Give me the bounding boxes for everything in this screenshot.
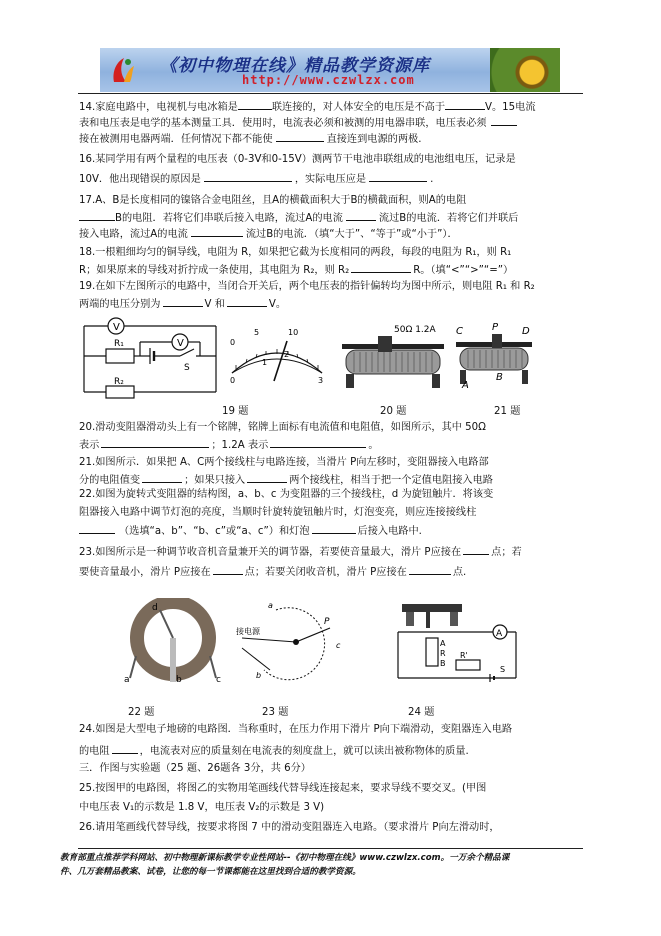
caption-19: 19 题: [222, 406, 249, 417]
terminal-d-label: D: [522, 326, 530, 337]
q23-line2: 要使音量最小，滑片 P应接在 点；若要关闭收音机，滑片 P应接在 点.: [79, 563, 584, 581]
rotary-contact-d: d: [152, 603, 158, 613]
point-a-23: a: [268, 601, 273, 610]
sunflower-image: [490, 48, 560, 92]
rheostat-rating: 50Ω 1.2A: [394, 325, 436, 335]
caption-20: 20 题: [380, 406, 407, 417]
q19-line1: 19.在如下左图所示的电路中，当闭合开关后，两个电压表的指针偏转均为图中所示，则电阻 R₁ 和 R₂: [79, 281, 535, 292]
q17-line1: 17.A、B是长度相同的镍铬合金电阻丝，且A的横截面积大于B的横截面积，则A的电阻: [79, 195, 467, 206]
q17-line3: 接入电路，流过A的电流 流过B的电流．（填“大于”、“等于”或“小于”）．: [79, 225, 584, 243]
header-banner: [100, 48, 560, 92]
rheostat-terminals-21: [452, 320, 536, 390]
q24-line1: 24.如图是大型电子地磅的电路图．当称重时，在压力作用下滑片 P向下端滑动，变阻器连入电路: [79, 724, 513, 735]
fixed-resistor-label: R': [460, 651, 468, 660]
q14-line3: 接在被测用电器两端．任何情况下都不能使 直接连到电源的两极.: [79, 130, 584, 148]
q19-line2: 两端的电压分别为 V 和 V。: [79, 295, 584, 313]
footer-line1: 教育部重点推荐学科网站、初中物理新课标教学专业性网站--《初中物理在线》www.czwlzx.com。一万余个精品课: [60, 853, 510, 863]
rheostat-nameplate-20: [338, 320, 448, 390]
weighbridge-circuit-24: [376, 598, 526, 684]
terminal-a-label: A: [462, 380, 469, 390]
q14-line1: 14.家庭电路中，电视机与电冰箱是 联连接的，对人体安全的电压是不高于 V。15电流: [79, 98, 584, 116]
point-b-23: b: [256, 671, 262, 680]
r2-label: R₂: [114, 377, 124, 387]
q18-line2: R；如果原来的导线对折拧成一条使用，其电阻为 R₂，则 R₂ R。（填“<”“>”“=”）: [79, 261, 584, 279]
q16-line2: 10V．他出现错误的原因是 ，实际电压应是 .: [79, 170, 584, 188]
rotary-terminal-b: b: [176, 675, 182, 684]
header-rule: [78, 93, 583, 94]
q24-line2: 的电阻 ，电流表对应的质量刻在电流表的刻度盘上，就可以读出被称物体的质量.: [79, 742, 584, 760]
footer-line2: 件、几万套精品教案、试卷，让您的每一节课都能在这里找到合适的教学资源。: [60, 867, 361, 877]
q22-line1: 22.如图为旋转式变阻器的结构图，a、b、c 为变阻器的三个接线柱，d 为旋钮触片．将该变: [79, 489, 494, 500]
dial-tick-2: 2: [284, 350, 290, 359]
point-c-23: c: [336, 641, 341, 650]
circuit-diagram-19: [80, 316, 220, 400]
q14-line2: 表和电压表是电学的基本测量工具．使用时，电流表必须和被测的用电器串联，电压表必须: [79, 114, 584, 132]
caption-21: 21 题: [494, 406, 521, 417]
ammeter-label: A: [496, 629, 503, 639]
q26-line1: 26.请用笔画线代替导线，按要求将图 7 中的滑动变阻器连入电路。（要求滑片 P向左滑动时，: [79, 822, 500, 833]
q18-line1: 18.一根粗细均匀的铜导线，电阻为 R，如果把它截为长度相同的两段，每段的电阻为 R₁，则 R₁: [79, 247, 512, 258]
rotary-terminal-a: a: [124, 675, 130, 684]
rheostat-a-label: A: [440, 639, 446, 648]
q21-line1: 21.如图所示．如果把 A、C两个接线柱与电路连接，当滑片 P向左移时，变阻器接入电路部: [79, 457, 489, 468]
terminal-c-label: C: [456, 326, 463, 337]
voltmeter-2-label: V: [177, 338, 184, 349]
q17-line2: B的电阻．若将它们串联后接入电路，流过A的电流 流过B的电流．若将它们并联后: [79, 209, 584, 227]
volume-switch-23: [236, 598, 344, 684]
header-title: 《初中物理在线》精品教学资源库: [160, 56, 430, 76]
site-logo-icon: [106, 54, 138, 86]
dial-tick-10: 10: [288, 328, 299, 337]
q21-line2: 分的电阻值变 ；如果只接入 两个接线柱，相当于把一个定值电阻接入电路: [79, 471, 584, 489]
footer-rule: [78, 848, 583, 849]
rotary-rheostat-22: [120, 598, 226, 684]
voltmeter-1-label: V: [113, 322, 120, 333]
q22-line3: （选填“a、b”、“b、c”或“a、c”）和灯泡 后接入电路中.: [79, 522, 584, 540]
switch-s-label: S: [500, 665, 506, 674]
voltmeter-dial-20: [222, 323, 332, 383]
caption-23: 23 题: [262, 707, 289, 718]
slider-p-label: P: [492, 322, 499, 333]
q23-line1: 23.如图所示是一种调节收音机音量兼开关的调节器，若要使音量最大，滑片 P应接在 点；若: [79, 543, 584, 561]
section-3-heading: 三．作图与实验题（25 题、26题各 3分，共 6分）: [79, 763, 311, 774]
dial-tick-0-top: 0: [230, 338, 236, 347]
header-url: http://www.czwlzx.com: [242, 73, 415, 87]
caption-22: 22 题: [128, 707, 155, 718]
rotary-terminal-c: c: [216, 675, 221, 684]
q16-line1: 16.某同学用有两个量程的电压表（0-3V和0-15V）测两节干电池串联组成的电池组电压，记录是: [79, 154, 516, 165]
dial-tick-1: 1: [262, 358, 268, 367]
q22-line2: 阻器接入电路中调节灯泡的亮度，当顺时针旋转旋钮触片时，灯泡变亮，则应连接接线柱: [79, 507, 477, 518]
rheostat-r-label: R: [440, 649, 446, 658]
q20-line1: 20.滑动变阻器滑动头上有一个铭牌，铭牌上面标有电流值和电阻值，如图所示，其中 50Ω: [79, 422, 486, 433]
r1-label: R₁: [114, 339, 124, 349]
caption-24: 24 题: [408, 707, 435, 718]
switch-label: S: [184, 363, 190, 373]
dial-tick-5: 5: [254, 328, 260, 337]
battery-terminal-label: 接电源: [236, 627, 260, 636]
dial-tick-3: 3: [318, 376, 324, 383]
q25-line1: 25.按图甲的电路图，将图乙的实物用笔画线代替导线连接起来，要求导线不要交叉。(甲图: [79, 783, 487, 794]
q20-line2: 表示 ；1.2A 表示 。: [79, 436, 584, 454]
rheostat-b-label: B: [440, 659, 446, 668]
terminal-b-label: B: [496, 372, 503, 383]
q25-line2: 中电压表 V₁的示数是 1.8 V，电压表 V₂的示数是 3 V): [79, 802, 325, 813]
dial-tick-0-bottom: 0: [230, 376, 236, 383]
slider-p-label-23: P: [324, 617, 330, 627]
